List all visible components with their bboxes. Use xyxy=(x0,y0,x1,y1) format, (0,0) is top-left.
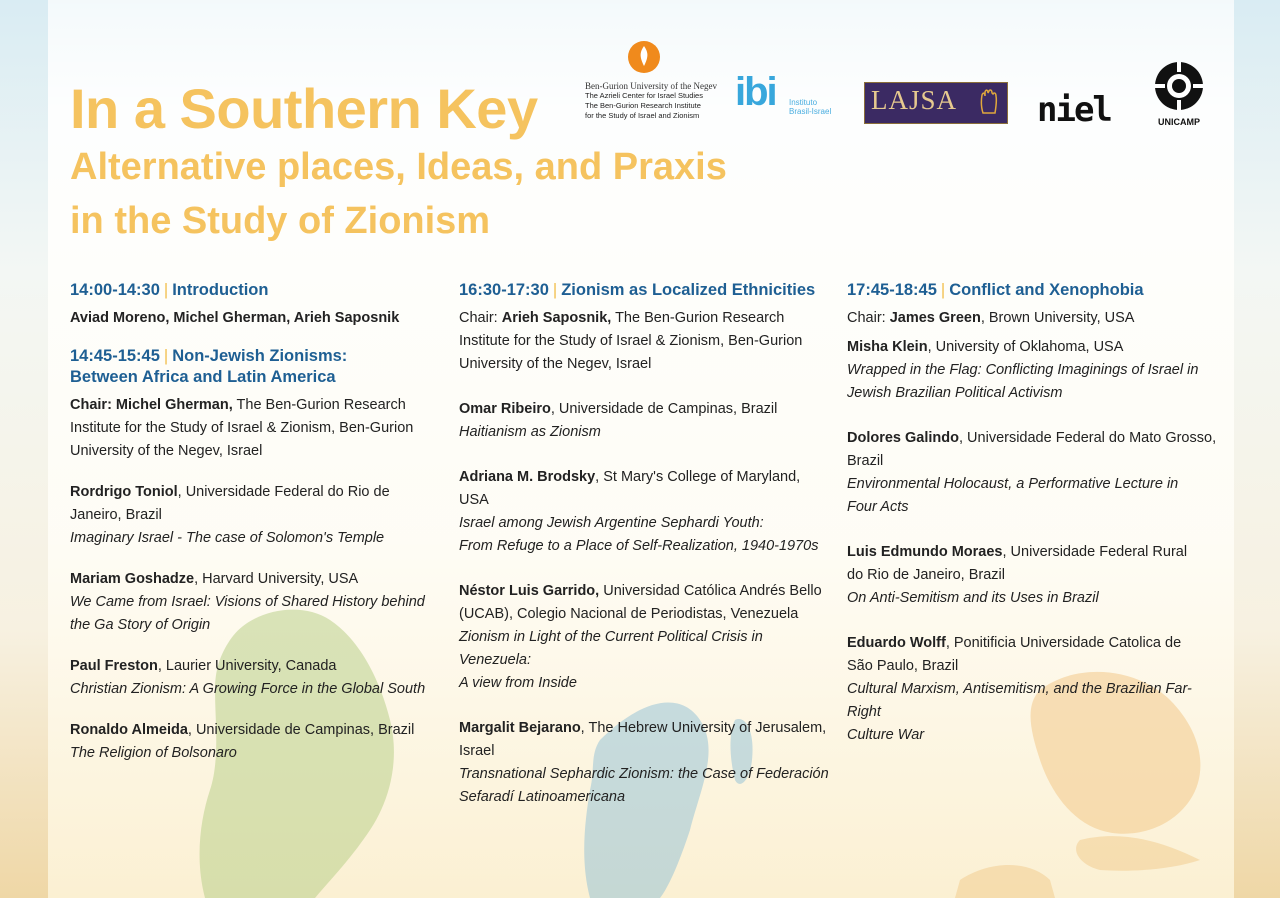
speaker-affiliation: , St Mary's College of Maryland, USA xyxy=(459,469,801,508)
bgu-flame-icon xyxy=(627,40,661,74)
speaker-affiliation: , Laurier University, Canada xyxy=(157,658,337,674)
session-heading-conflict-xenophobia: 17:45-18:45 | Conflict and Xenophobia xyxy=(847,281,1144,299)
talk-title: Israel among Jewish Argentine Sephardi Youth: xyxy=(459,515,764,531)
talk-title: Cultural Marxism, Antisemitism, and the Brazilian Far-Right xyxy=(847,681,1192,720)
speaker-name: Adriana M. Brodsky xyxy=(459,469,596,485)
speaker-entry xyxy=(70,655,440,701)
session-title-line2: Between Africa and Latin America xyxy=(70,368,336,386)
islands-shape xyxy=(1076,836,1200,871)
speaker-name: Dolores Galindo xyxy=(847,430,959,446)
talk-title: Transnational Sephardic Zionism: the Case of Federación xyxy=(459,766,829,782)
session-time: 16:30-17:30 xyxy=(459,281,549,299)
talk-title-line2: Four Acts xyxy=(847,499,909,515)
speaker-name: Luis Edmundo Moraes xyxy=(847,544,1003,560)
bgu-line3: for the Study of Israel and Zionism xyxy=(585,111,700,120)
session-heading-introduction: 14:00-14:30 | Introduction xyxy=(70,281,269,299)
lajsa-logo xyxy=(864,82,1008,124)
program-column-1 xyxy=(70,280,440,783)
speaker-name: Misha Klein xyxy=(847,339,928,355)
program-column-3 xyxy=(847,280,1217,765)
session-chair xyxy=(847,307,1217,330)
speaker-entry xyxy=(70,481,440,550)
talk-title: Environmental Holocaust, a Performative Lecture in xyxy=(847,476,1179,492)
chair-name: James Green xyxy=(889,310,981,326)
chair-affiliation: The Ben-Gurion Research Institute for the Study of Israel & Zionism, Ben-Gurion University of the Negev, Israel xyxy=(70,397,414,459)
program-column-2 xyxy=(459,280,829,827)
talk-title-line2: Culture War xyxy=(847,727,925,743)
session-heading-localized-ethnicities: 16:30-17:30 | Zionism as Localized Ethnicities xyxy=(459,281,816,299)
page-title: In a Southern Key xyxy=(70,77,538,140)
hamsa-icon xyxy=(979,89,999,115)
speaker-entry xyxy=(70,719,440,765)
chair-label: Chair: xyxy=(459,310,502,326)
speaker-name: Mariam Goshadze xyxy=(70,571,195,587)
session-title: Zionism as Localized Ethnicities xyxy=(561,281,816,299)
speaker-affiliation: , Universidade Federal do Rio de Janeiro, Brazil xyxy=(70,484,390,523)
talk-title: We Came from Israel: Visions of Shared History behind the Ga Story of Origin xyxy=(70,594,425,633)
speaker-name: Ronaldo Almeida xyxy=(70,722,188,738)
session-chair xyxy=(70,394,440,463)
session-title: Non-Jewish Zionisms: xyxy=(172,347,348,365)
speaker-name: Eduardo Wolff xyxy=(847,635,946,651)
session-time: 17:45-18:45 xyxy=(847,281,937,299)
bgu-university-name: Ben-Gurion University of the Negev xyxy=(585,81,717,91)
speaker-affiliation: Universidad Católica Andrés Bello (UCAB), Colegio Nacional de Periodistas, Venezuela xyxy=(459,583,822,622)
australia-shape xyxy=(955,865,1055,898)
speaker-name: Margalit Bejarano xyxy=(459,720,581,736)
talk-title-line2: From Refuge to a Place of Self-Realization, 1940-1970s xyxy=(459,538,819,554)
chair-affiliation: , Brown University, USA xyxy=(980,310,1135,326)
introduction-speakers: Aviad Moreno, Michel Gherman, Arieh Saposnik xyxy=(70,310,400,326)
speaker-name: Néstor Luis Garrido, xyxy=(459,583,600,599)
speaker-entry xyxy=(847,632,1217,747)
ibi-logo xyxy=(735,70,845,122)
talk-title-line2: Sefaradí Latinoamericana xyxy=(459,789,626,805)
ibi-sub2: Brasil-Israel xyxy=(789,107,832,116)
bgu-line1: The Azrieli Center for Israel Studies xyxy=(585,91,703,100)
unicamp-name: UNICAMP xyxy=(1158,117,1200,127)
session-time: 14:45-15:45 xyxy=(70,347,160,365)
sponsor-logos xyxy=(585,40,1225,130)
speaker-entry xyxy=(847,336,1217,405)
session-chair xyxy=(459,307,829,376)
speaker-affiliation-line2: São Paulo, Brazil xyxy=(847,658,959,674)
talk-title-line2: A view from Inside xyxy=(459,675,577,691)
bgu-logo xyxy=(585,40,715,121)
ibi-letters: ibi xyxy=(735,70,776,114)
speaker-entry xyxy=(459,398,829,444)
talk-title: Wrapped in the Flag: Conflicting Imaginings of Israel in Jewish Brazilian Political Activism xyxy=(847,362,1199,401)
page-subtitle-line1: Alternative places, Ideas, and Praxis xyxy=(70,146,727,188)
talk-title: Haitianism as Zionism xyxy=(459,424,601,440)
lajsa-text: LAJSA xyxy=(871,85,958,115)
chair-affiliation: The Ben-Gurion Research Institute for the Study of Israel & Zionism, Ben-Gurion University of the Negev, Israel xyxy=(459,310,803,372)
talk-title: On Anti-Semitism and its Uses in Brazil xyxy=(847,590,1099,606)
ibi-sub xyxy=(789,98,831,116)
page-subtitle-line2: in the Study of Zionism xyxy=(70,200,491,242)
talk-title: Christian Zionism: A Growing Force in the Global South xyxy=(70,681,426,697)
session-title: Introduction xyxy=(172,281,269,299)
speaker-affiliation: , Universidade de Campinas, Brazil xyxy=(550,401,778,417)
speaker-affiliation: , Universidade Federal do Mato Grosso, Brazil xyxy=(847,430,1217,469)
speaker-entry xyxy=(70,568,440,637)
bgu-line2: The Ben-Gurion Research Institute xyxy=(585,101,701,110)
speaker-name: Omar Ribeiro xyxy=(459,401,551,417)
speaker-entry xyxy=(847,427,1217,519)
niel-logo: niel xyxy=(1037,90,1111,130)
speaker-name: Rordrigo Toniol xyxy=(70,484,178,500)
speaker-affiliation: , The Hebrew University of Jerusalem, Israel xyxy=(459,720,827,759)
speaker-affiliation-line2: do Rio de Janeiro, Brazil xyxy=(847,567,1005,583)
speaker-affiliation: , University of Oklahoma, USA xyxy=(927,339,1124,355)
session-title: Conflict and Xenophobia xyxy=(949,281,1144,299)
speaker-entry xyxy=(847,541,1217,610)
talk-title: Zionism in Light of the Current Political Crisis in Venezuela: xyxy=(459,629,763,668)
unicamp-emblem-icon xyxy=(1149,58,1209,114)
session-heading-non-jewish-zionisms: 14:45-15:45 | Non-Jewish Zionisms: Between Africa and Latin America xyxy=(70,347,348,386)
speaker-affiliation: , Universidade de Campinas, Brazil xyxy=(187,722,415,738)
speaker-entry xyxy=(459,466,829,558)
unicamp-logo xyxy=(1147,58,1211,127)
talk-title: The Religion of Bolsonaro xyxy=(70,745,237,761)
speaker-name: Paul Freston xyxy=(70,658,158,674)
chair-label: Chair: xyxy=(847,310,890,326)
speaker-affiliation: , Universidade Federal Rural xyxy=(1002,544,1188,560)
session-time: 14:00-14:30 xyxy=(70,281,160,299)
chair-name: Chair: Michel Gherman, xyxy=(70,397,233,413)
speaker-entry xyxy=(459,580,829,695)
speaker-affiliation: , Harvard University, USA xyxy=(194,571,359,587)
speaker-entry xyxy=(459,717,829,809)
chair-name: Arieh Saposnik, xyxy=(501,310,612,326)
ibi-sub1: Instituto xyxy=(789,98,818,107)
speaker-affiliation: , Ponitificia Universidade Catolica de xyxy=(945,635,1182,651)
talk-title: Imaginary Israel - The case of Solomon's Temple xyxy=(70,530,385,546)
